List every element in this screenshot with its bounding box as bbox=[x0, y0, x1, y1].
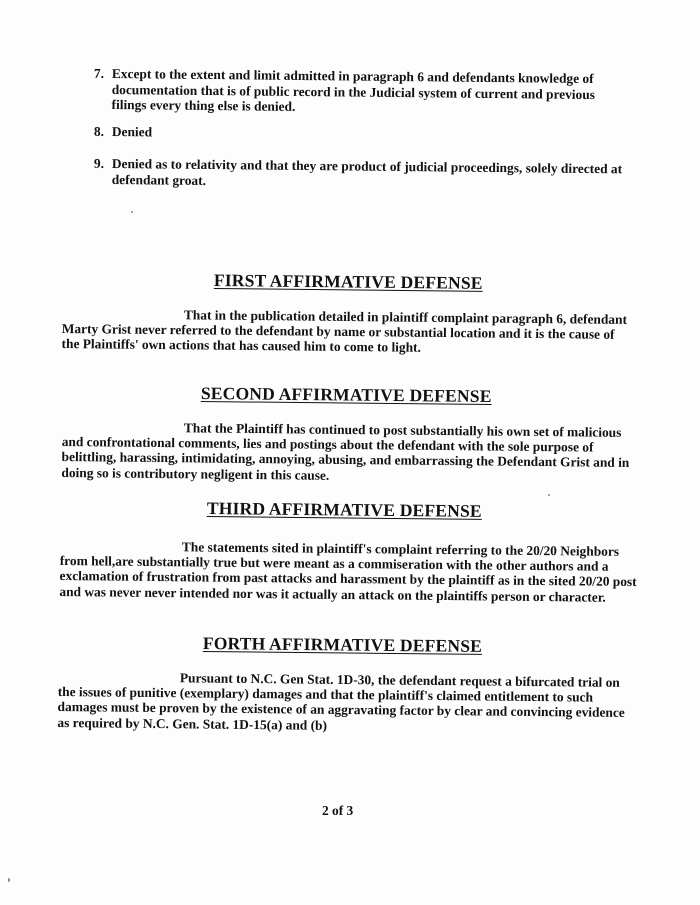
third-defense-text: The statements sited in plaintiff's complaint referring to the 20/20 Neighbors from hell,are substantially true but were meant as a commiseration with the other authors and a exclamation of frustration from past attacks and harassment by the plaintiff as in the sited 20/20 post and was never never intended nor was it actually an attack on the plaintiffs person or character. bbox=[59, 539, 637, 605]
forth-defense-text: Pursuant to N.C. Gen Stat. 1D-30, the defendant request a bifurcated trial on the issues of punitive (exemplary) damages and that the plaintiff's claimed entitlement to such damages must be proven by the existence of an aggravating factor by clear and convincing evidence as required by N.C. Gen. Stat. 1D-15(a) and (b) bbox=[57, 670, 625, 733]
scan-speck bbox=[548, 494, 550, 496]
first-defense-heading: FIRST AFFIRMATIVE DEFENSE bbox=[213, 270, 483, 293]
paragraph-8 bbox=[93, 123, 620, 145]
paragraph-9 bbox=[93, 155, 640, 193]
paragraph-text: Except to the extent and limit admitted in paragraph 6 and defendants knowledge of documentation that is of public record in the Judicial system of current and previous filings every thing else is denied. bbox=[111, 66, 596, 114]
paragraph-number: 7. bbox=[93, 65, 105, 81]
third-defense-heading: THIRD AFFIRMATIVE DEFENSE bbox=[206, 498, 482, 521]
paragraph-text: Denied bbox=[111, 124, 153, 140]
page-number: 2 of 3 bbox=[322, 803, 354, 818]
first-defense-text: That in the publication detailed in plaintiff complaint paragraph 6, defendant Marty Grist never referred to the defendant by name or substantial location and it is the cause of the Plaintiffs' own actions that has caused him to come to light. bbox=[61, 307, 628, 356]
scan-speck bbox=[8, 878, 10, 882]
second-defense-text: That the Plaintiff has continued to post substantially his own set of malicious and confrontational comments, lies and postings about the defendant with the sole purpose of belittling, harassing, intimidating, annoying, abusing, and embarrassing the Defendant Grist and in doing so is contributory negligent in this cause. bbox=[61, 420, 630, 483]
second-defense-heading: SECOND AFFIRMATIVE DEFENSE bbox=[200, 383, 492, 407]
forth-defense-heading: FORTH AFFIRMATIVE DEFENSE bbox=[202, 633, 483, 656]
paragraph-text: Denied as to relativity and that they are product of judicial proceedings, solely directed at defendant groat. bbox=[111, 156, 623, 188]
paragraph-7 bbox=[93, 65, 620, 118]
paragraph-number: 9. bbox=[93, 155, 105, 171]
paragraph-number: 8. bbox=[93, 123, 105, 139]
scan-speck bbox=[131, 211, 133, 213]
